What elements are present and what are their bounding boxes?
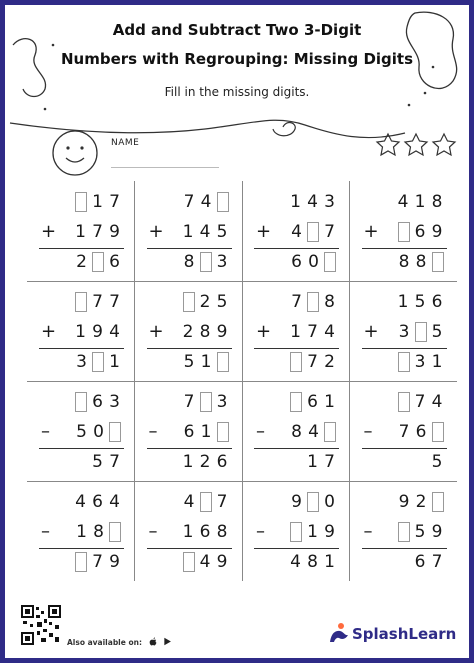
problem-bottom-number [71,219,122,245]
digit: 1 [182,222,194,242]
problem-top-number [180,489,230,515]
digit: 2 [415,492,427,512]
digit: 5 [431,322,443,342]
digit: 6 [431,292,443,312]
problem-result-number [180,249,230,275]
missing-digit-box[interactable] [290,522,302,542]
wave-decoration [10,120,405,137]
plus-sign: + [41,321,57,342]
problem-bottom-number [179,319,230,345]
problem-7 [242,281,349,381]
digit: 9 [92,322,103,342]
missing-digit-box[interactable] [398,222,410,242]
problem-top-number [287,389,337,415]
missing-digit-box[interactable] [183,292,195,312]
problem-top-number [395,389,445,415]
missing-digit-box[interactable] [432,252,444,272]
problem-bottom-number [179,219,230,245]
problem-result-number [395,249,445,275]
splashlearn-logo-icon [327,620,351,644]
missing-digit-box[interactable] [307,222,319,242]
digit: 4 [308,422,319,442]
plus-sign: + [256,321,272,342]
name-line[interactable] [111,167,219,168]
digit: 8 [307,552,318,572]
digit: 7 [109,292,120,312]
problem-13 [27,481,134,581]
problem-result-number [72,249,122,275]
problem-bottom-number [72,419,122,445]
digit: 6 [216,452,228,472]
smiley-face-icon [53,131,97,175]
problem-14 [135,481,242,581]
digit: 8 [183,252,195,272]
digit: 4 [290,552,301,572]
missing-digit-box[interactable] [217,192,229,212]
digit: 6 [291,252,302,272]
plus-sign: + [148,221,164,242]
digit: 6 [199,522,211,542]
problem-bottom-number [287,419,337,445]
digit: 5 [431,452,443,472]
digit: 5 [414,292,426,312]
problem-result-number [395,349,445,375]
digit: 5 [216,292,228,312]
plus-sign: + [41,221,57,242]
problem-result-number [286,549,337,575]
problem-bottom-number [72,519,122,545]
missing-digit-box[interactable] [307,492,319,512]
missing-digit-box[interactable] [183,552,195,572]
problem-top-number [395,489,445,515]
digit: 6 [92,492,103,512]
missing-digit-box[interactable] [432,422,444,442]
problem-bottom-number [287,219,337,245]
minus-sign: – [363,521,373,542]
digit: 9 [216,322,228,342]
digit: 7 [324,222,335,242]
problem-top-number [71,489,122,515]
digit: 1 [182,452,194,472]
problem-5 [27,281,134,381]
digit: 6 [92,392,103,412]
missing-digit-box[interactable] [109,422,121,442]
digit: 8 [93,522,104,542]
problem-result-number [428,449,445,475]
digit: 1 [75,222,86,242]
missing-digit-box[interactable] [398,392,410,412]
worksheet-title-line-1: Add and Subtract Two 3-Digit [112,21,362,39]
plus-sign: + [363,221,379,242]
problem-result-number [287,249,337,275]
minus-sign: – [148,421,158,442]
digit: 9 [431,522,443,542]
digit: 8 [324,292,335,312]
missing-digit-box[interactable] [92,352,104,372]
digit: 7 [92,292,103,312]
problem-6 [135,281,242,381]
digit: 0 [324,492,335,512]
digit: 3 [76,352,87,372]
digit: 1 [397,292,409,312]
digit: 1 [182,522,194,542]
problem-grid [27,181,457,581]
digit: 8 [291,422,302,442]
digit: 2 [199,292,211,312]
digit: 1 [109,352,120,372]
digit: 5 [183,352,195,372]
digit: 7 [216,492,228,512]
digit: 7 [324,452,335,472]
problem-bottom-number [286,319,337,345]
problem-top-number [72,189,122,215]
digit: 7 [307,322,318,342]
problem-top-number [180,289,230,315]
digit: 5 [414,522,426,542]
problem-1 [27,181,134,281]
digit: 8 [431,192,443,212]
problem-result-number [303,449,337,475]
missing-digit-box[interactable] [432,492,444,512]
digit: 4 [307,192,318,212]
missing-digit-box[interactable] [200,252,212,272]
missing-digit-box[interactable] [75,292,87,312]
problem-12 [350,381,457,481]
digit: 1 [324,392,335,412]
problem-bottom-number [395,519,445,545]
digit: 9 [291,492,302,512]
problem-result-number [180,349,230,375]
digit: 2 [324,352,335,372]
problem-result-number [72,549,122,575]
problem-11 [242,381,349,481]
problem-top-number [180,189,230,215]
digit: 6 [415,422,427,442]
digit: 1 [76,522,87,542]
missing-digit-box[interactable] [290,352,302,372]
digit: 6 [414,222,426,242]
problem-top-number [287,289,337,315]
digit: 1 [414,192,426,212]
digit: 7 [431,552,443,572]
digit: 1 [324,552,335,572]
digit: 9 [109,222,120,242]
digit: 1 [307,522,318,542]
problem-10 [135,381,242,481]
missing-digit-box[interactable] [324,422,336,442]
digit: 7 [109,452,120,472]
problem-bottom-number [179,519,230,545]
missing-digit-box[interactable] [200,392,212,412]
digit: 7 [414,392,426,412]
digit: 7 [398,422,410,442]
missing-digit-box[interactable] [324,252,336,272]
name-label: NAME [111,138,140,148]
digit: 6 [109,252,120,272]
digit: 1 [75,322,86,342]
digit: 4 [200,192,212,212]
problem-top-number [394,189,445,215]
digit: 4 [324,322,335,342]
worksheet-title-line-2: Numbers with Regrouping: Missing Digits [60,50,414,68]
digit: 4 [397,192,409,212]
problem-top-number [287,489,337,515]
digit: 8 [415,252,427,272]
digit: 2 [199,452,211,472]
digit: 6 [183,422,195,442]
digit: 6 [307,392,318,412]
instructions: Fill in the missing digits. [164,85,310,99]
available-on-label: Also available on: [67,638,142,647]
digit: 4 [431,392,443,412]
missing-digit-box[interactable] [217,422,229,442]
digit: 1 [200,352,212,372]
digit: 4 [199,222,211,242]
digit: 7 [307,352,318,372]
digit: 7 [92,552,103,572]
plus-sign: + [256,221,272,242]
digit: 4 [75,492,86,512]
minus-sign: – [256,421,265,442]
digit: 8 [216,522,228,542]
problem-8 [350,281,457,381]
digit: 6 [414,552,426,572]
problem-bottom-number [395,419,445,445]
digit: 5 [76,422,87,442]
digit: 7 [291,292,302,312]
star-icon [405,134,427,155]
digit: 1 [290,192,301,212]
digit: 3 [109,392,120,412]
missing-digit-box[interactable] [200,492,212,512]
problem-top-number [394,289,445,315]
missing-digit-box[interactable] [290,392,302,412]
minus-sign: – [148,521,158,542]
digit: 4 [199,552,211,572]
missing-digit-box[interactable] [75,392,87,412]
problem-16 [350,481,457,581]
digit: 5 [216,222,228,242]
digit: 0 [308,252,319,272]
qr-code-icon [21,605,61,645]
digit: 1 [200,422,212,442]
digit: 8 [398,252,410,272]
digit: 3 [216,392,228,412]
missing-digit-box[interactable] [92,252,104,272]
missing-digit-box[interactable] [109,522,121,542]
digit: 2 [76,252,87,272]
minus-sign: – [41,421,50,442]
problem-bottom-number [180,419,230,445]
footer [5,597,469,663]
missing-digit-box[interactable] [75,192,87,212]
problem-2 [135,181,242,281]
problem-top-number [286,189,337,215]
digit: 7 [183,192,195,212]
brand-name: SplashLearn [352,625,457,643]
digit: 1 [307,452,318,472]
missing-digit-box[interactable] [75,552,87,572]
star-icon [433,134,455,155]
digit: 4 [291,222,302,242]
digit: 1 [92,192,103,212]
digit: 9 [109,552,120,572]
digit: 3 [216,252,228,272]
missing-digit-box[interactable] [217,352,229,372]
digit: 9 [398,492,410,512]
minus-sign: – [256,521,265,542]
problem-top-number [180,389,230,415]
problem-result-number [72,349,122,375]
digit: 7 [109,192,120,212]
problem-bottom-number [71,319,122,345]
available-on-text [67,637,172,647]
digit: 1 [290,322,301,342]
digit: 7 [92,222,103,242]
digit: 3 [324,192,335,212]
problem-top-number [72,289,122,315]
digit: 3 [398,322,410,342]
problem-bottom-number [287,519,337,545]
problem-result-number [88,449,122,475]
problem-result-number [179,449,230,475]
problem-3 [242,181,349,281]
plus-sign: + [148,321,164,342]
missing-digit-box[interactable] [415,322,427,342]
problem-result-number [411,549,445,575]
problem-result-number [180,549,230,575]
apple-icon[interactable] [149,637,158,646]
digit: 5 [92,452,103,472]
digit: 9 [431,222,443,242]
digit: 8 [199,322,211,342]
problem-15 [242,481,349,581]
digit: 4 [109,492,120,512]
digit: 7 [183,392,195,412]
missing-digit-box[interactable] [398,352,410,372]
missing-digit-box[interactable] [307,292,319,312]
missing-digit-box[interactable] [398,522,410,542]
problem-bottom-number [395,319,445,345]
plus-sign: + [363,321,379,342]
digit: 4 [183,492,195,512]
problem-bottom-number [395,219,445,245]
minus-sign: – [363,421,373,442]
digit: 3 [414,352,426,372]
problem-top-number [72,389,122,415]
digit: 9 [216,552,228,572]
minus-sign: – [41,521,50,542]
problem-9 [27,381,134,481]
digit: 4 [109,322,120,342]
google-play-icon[interactable] [163,637,172,646]
problem-4 [350,181,457,281]
digit: 2 [182,322,194,342]
digit: 0 [93,422,104,442]
digit: 1 [431,352,443,372]
problem-result-number [287,349,337,375]
digit: 9 [324,522,335,542]
